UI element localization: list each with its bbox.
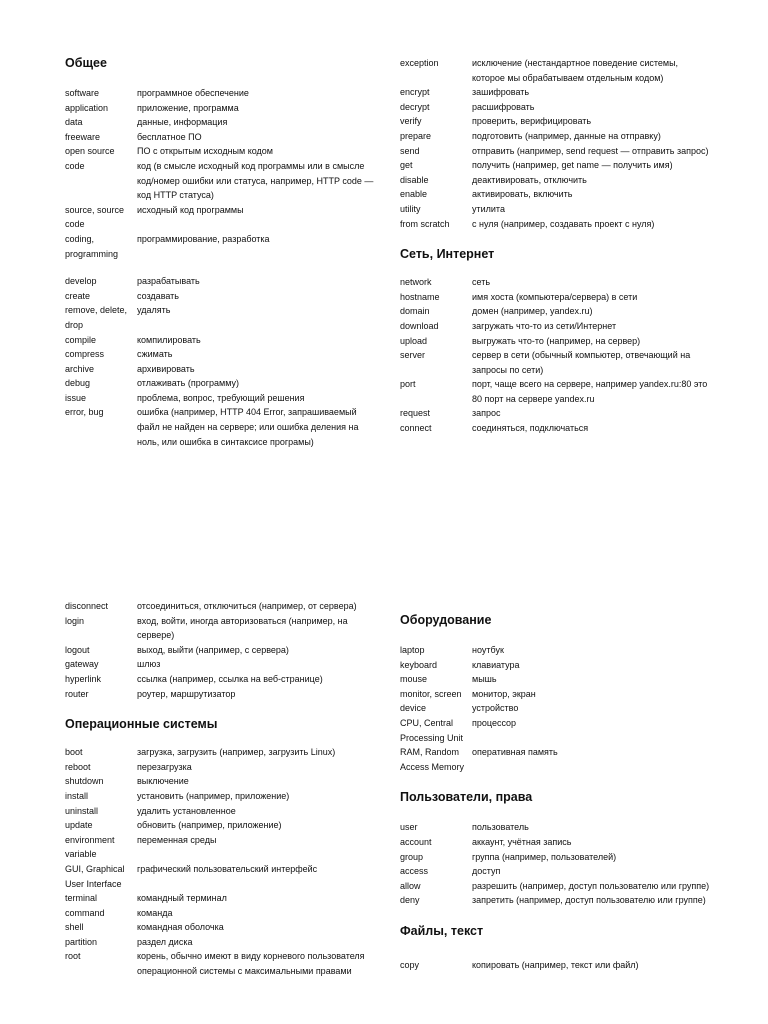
glossary-term: login (65, 615, 85, 626)
page1-left-column (65, 56, 375, 449)
glossary-definition: командная оболочка (137, 922, 224, 933)
glossary-definition: ссылка (например, ссылка на веб-странице) (137, 673, 323, 684)
glossary-term: access (400, 866, 429, 877)
glossary-definition: получить (например, get name — получить имя) (472, 160, 673, 171)
page1-right-column (400, 56, 710, 436)
glossary-definition: переменная среды (137, 834, 217, 845)
glossary-definition: копировать (например, текст или файл) (472, 959, 639, 970)
glossary-term: send (400, 145, 420, 156)
glossary-definition: оперативная память (472, 747, 558, 758)
glossary-term: laptop (400, 645, 425, 655)
glossary-term: reboot (65, 761, 91, 772)
glossary-definition: исходный код программы (137, 204, 244, 215)
glossary-definition: соединяться, подключаться (472, 423, 589, 434)
glossary-term: exception (400, 58, 439, 68)
glossary-definition: раздел диска (137, 936, 193, 947)
glossary-definition: корень, обычно имеют в виду корневого пользователя операционной системы с максимальными правами (137, 951, 365, 977)
glossary-term: issue (65, 392, 87, 403)
glossary-term: network (400, 277, 432, 288)
glossary-term: uninstall (65, 805, 99, 816)
glossary-definition: компилировать (137, 334, 201, 345)
glossary-term: user (400, 822, 418, 833)
glossary-term: update (65, 820, 93, 831)
glossary-definition: подготовить (например, данные на отправку) (472, 130, 661, 141)
glossary-term: coding, programming (65, 233, 119, 259)
glossary-definition: сервер в сети (обычный компьютер, отвечающий на запросы по сети) (472, 350, 691, 375)
section-title-hardware: Оборудование (400, 613, 492, 627)
glossary-general-c (400, 56, 710, 231)
glossary-term: disable (400, 174, 429, 185)
glossary-term: RAM, Random Access Memory (400, 747, 465, 772)
glossary-definition: вход, войти, иногда авторизоваться (например, на сервере) (137, 615, 348, 641)
glossary-term: CPU, Central Processing Unit (400, 717, 464, 743)
glossary-definition: имя хоста (компьютера/сервера) в сети (472, 291, 638, 302)
glossary-definition: разрешить (например, доступ пользователю или группе) (472, 880, 710, 891)
glossary-definition: сеть (472, 277, 491, 288)
glossary-term: remove, delete, drop (65, 305, 128, 330)
glossary-network-cont (65, 599, 375, 701)
glossary-term: open source (65, 146, 115, 157)
glossary-definition: ПО с открытым исходным кодом (137, 146, 273, 157)
glossary-term: enable (400, 189, 428, 200)
glossary-definition: удалять (137, 305, 171, 316)
glossary-definition: удалить установленное (137, 805, 236, 816)
glossary-definition: мышь (472, 674, 497, 685)
glossary-term: archive (65, 363, 95, 374)
glossary-definition: создавать (137, 290, 179, 301)
glossary-users (400, 820, 710, 908)
glossary-definition: данные, информация (137, 117, 228, 128)
glossary-definition: процессор (472, 717, 517, 728)
section-title-users: Пользователи, права (400, 790, 533, 805)
glossary-general-a (65, 86, 375, 261)
glossary-term: gateway (65, 659, 99, 670)
glossary-definition: команда (137, 907, 173, 918)
glossary-definition: бесплатное ПО (137, 131, 202, 142)
glossary-definition: деактивировать, отключить (472, 174, 587, 185)
glossary-term: compress (65, 349, 105, 360)
glossary-term: encrypt (400, 87, 430, 98)
glossary-term: port (400, 379, 416, 390)
glossary-network (400, 275, 710, 436)
glossary-files (400, 958, 710, 973)
glossary-term: utility (400, 203, 421, 214)
glossary-term: data (65, 117, 83, 128)
glossary-definition: шлюз (137, 659, 161, 670)
glossary-term: terminal (65, 893, 98, 904)
glossary-definition: командный терминал (137, 893, 227, 904)
glossary-term: freeware (65, 131, 101, 142)
glossary-term: logout (65, 644, 90, 655)
glossary-definition: приложение, программа (137, 102, 239, 113)
glossary-term: source, source code (65, 204, 125, 230)
glossary-definition: утилита (472, 203, 505, 214)
glossary-term: deny (400, 895, 420, 906)
glossary-definition: зашифровать (472, 87, 530, 98)
glossary-term: code (65, 160, 85, 171)
glossary-definition: архивировать (137, 363, 195, 374)
glossary-definition: сжимать (137, 349, 173, 360)
glossary-hardware (400, 643, 710, 774)
glossary-term: get (400, 160, 413, 171)
glossary-definition: проблема, вопрос, требующий решения (137, 392, 305, 403)
glossary-definition: запретить (например, доступ пользователю или группе) (472, 895, 706, 906)
glossary-term: device (400, 703, 427, 714)
glossary-term: account (400, 836, 432, 847)
glossary-term: server (400, 350, 426, 361)
glossary-term: request (400, 408, 431, 419)
glossary-term: mouse (400, 674, 428, 685)
glossary-term: group (400, 851, 424, 862)
glossary-definition: доступ (472, 866, 501, 877)
section-title-os: Операционные системы (65, 717, 218, 732)
glossary-term: boot (65, 747, 83, 758)
glossary-term: partition (65, 936, 98, 947)
glossary-definition: группа (например, пользователей) (472, 851, 617, 862)
glossary-term: keyboard (400, 659, 438, 670)
glossary-term: install (65, 790, 89, 801)
glossary-term: copy (400, 959, 420, 970)
glossary-definition: монитор, экран (472, 688, 536, 699)
glossary-definition: порт, чаще всего на сервере, например yandex.ru:80 это 80 порт на сервере yandex.ru (472, 379, 708, 404)
glossary-term: monitor, screen (400, 688, 462, 699)
glossary-definition: загружать что-то из сети/Интернет (472, 320, 617, 331)
glossary-definition: код (в смысле исходный код программы или в смысле код/номер ошибки или статуса, например, HTTP code — код HTTP статуса) (137, 160, 374, 201)
glossary-definition: отправить (например, send request — отправить запрос) (472, 145, 709, 156)
glossary-term: hyperlink (65, 673, 102, 684)
glossary-term: root (65, 951, 81, 962)
glossary-term: shell (65, 922, 84, 933)
glossary-term: environment variable (65, 834, 115, 860)
glossary-definition: обновить (например, приложение) (137, 820, 282, 831)
glossary-term: develop (65, 276, 97, 287)
glossary-term: command (65, 907, 105, 918)
glossary-term: connect (400, 423, 432, 434)
glossary-term: software (65, 88, 100, 98)
glossary-definition: устройство (472, 703, 519, 714)
glossary-os (65, 745, 375, 979)
glossary-term: prepare (400, 130, 432, 141)
glossary-term: GUI, Graphical User Interface (65, 863, 125, 889)
section-title-general: Общее (65, 56, 107, 70)
glossary-definition: с нуля (например, создавать проект с нуля) (472, 218, 655, 229)
glossary-term: from scratch (400, 218, 450, 229)
glossary-definition: аккаунт, учётная запись (472, 836, 572, 847)
glossary-term: verify (400, 116, 422, 127)
glossary-term: application (65, 102, 109, 113)
glossary-definition: программное обеспечение (137, 88, 249, 98)
glossary-definition: роутер, маршрутизатор (137, 688, 236, 699)
glossary-term: disconnect (65, 601, 109, 611)
glossary-definition: активировать, включить (472, 189, 573, 200)
glossary-definition: отсоединиться, отключиться (например, от сервера) (137, 601, 357, 611)
glossary-general-b (65, 274, 375, 449)
glossary-term: allow (400, 880, 421, 891)
section-title-files: Файлы, текст (400, 923, 484, 938)
glossary-term: debug (65, 378, 91, 389)
glossary-term: error, bug (65, 407, 104, 418)
section-title-network: Сеть, Интернет (400, 247, 495, 262)
glossary-definition: клавиатура (472, 659, 520, 670)
glossary-term: hostname (400, 291, 440, 302)
glossary-definition: установить (например, приложение) (137, 790, 290, 801)
glossary-definition: загрузка, загрузить (например, загрузить Linux) (137, 747, 336, 758)
glossary-definition: домен (например, yandex.ru) (472, 306, 593, 317)
glossary-definition: перезагрузка (137, 761, 192, 772)
glossary-term: router (65, 688, 89, 699)
glossary-definition: запрос (472, 408, 501, 419)
glossary-term: decrypt (400, 101, 430, 112)
glossary-definition: выключение (137, 776, 189, 787)
glossary-definition: отлаживать (программу) (137, 378, 239, 389)
glossary-term: domain (400, 306, 430, 317)
glossary-definition: выход, выйти (например, с сервера) (137, 644, 289, 655)
glossary-term: create (65, 290, 91, 301)
glossary-definition: пользователь (472, 822, 529, 833)
glossary-definition: ноутбук (472, 645, 504, 655)
glossary-term: compile (65, 334, 97, 345)
glossary-definition: расшифровать (472, 101, 535, 112)
glossary-definition: программирование, разработка (137, 233, 270, 244)
page2-left-column (65, 599, 375, 979)
glossary-term: download (400, 320, 439, 331)
glossary-definition: выгружать что-то (например, на сервер) (472, 335, 641, 346)
glossary-definition: проверить, верифицировать (472, 116, 592, 127)
glossary-term: shutdown (65, 776, 104, 787)
page2-right-column (400, 613, 710, 973)
glossary-definition: разрабатывать (137, 276, 200, 287)
glossary-definition: ошибка (например, HTTP 404 Error, запрашиваемый файл не найден на сервере; или ошибка деления на ноль, или ошибка в синтаксисе програмы) (137, 407, 359, 447)
glossary-term: upload (400, 335, 428, 346)
glossary-definition: исключение (нестандартное поведение системы, которое мы обрабатываем отдельным кодом) (472, 58, 679, 83)
glossary-definition: графический пользовательский интерфейс (137, 863, 318, 874)
